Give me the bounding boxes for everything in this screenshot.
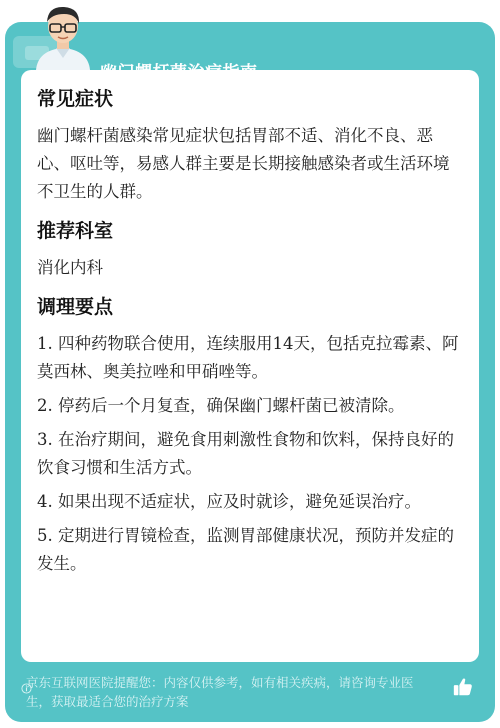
section-title-care-points: 调理要点 (37, 296, 114, 318)
care-point-item: 4. 如果出现不适症状，应及时就诊，避免延误治疗。 (37, 492, 421, 511)
department-text: 消化内科 (37, 258, 103, 277)
page-title: 幽门螺杆菌治疗指南 (100, 63, 258, 83)
section-title-department: 推荐科室 (37, 220, 114, 242)
care-point-item: 3. 在治疗期间，避免食用刺激性食物和饮料，保持良好的饮食习惯和生活方式。 (37, 430, 454, 477)
care-point-item: 5. 定期进行胃镜检查，监测胃部健康状况，预防并发症的发生。 (37, 526, 454, 573)
doctor-avatar-icon (28, 0, 98, 70)
section-title-symptoms: 常见症状 (37, 88, 114, 110)
care-point-item: 2. 停药后一个月复查，确保幽门螺杆菌已被清除。 (37, 396, 405, 415)
thumbs-up-icon[interactable] (452, 676, 474, 698)
care-point-item: 1. 四种药物联合使用，连续服用14天，包括克拉霉素、阿莫西林、奥美拉唑和甲硝唑等。 (37, 334, 459, 381)
content-card (21, 70, 479, 662)
disclaimer-text: 京东互联网医院提醒您：内容仅供参考，如有相关疾病，请咨询专业医生，获取最适合您的治疗方案 (26, 675, 414, 709)
symptoms-text: 幽门螺杆菌感染常见症状包括胃部不适、消化不良、恶心、呕吐等，易感人群主要是长期接触感染者或生活环境不卫生的人群。 (37, 126, 450, 201)
